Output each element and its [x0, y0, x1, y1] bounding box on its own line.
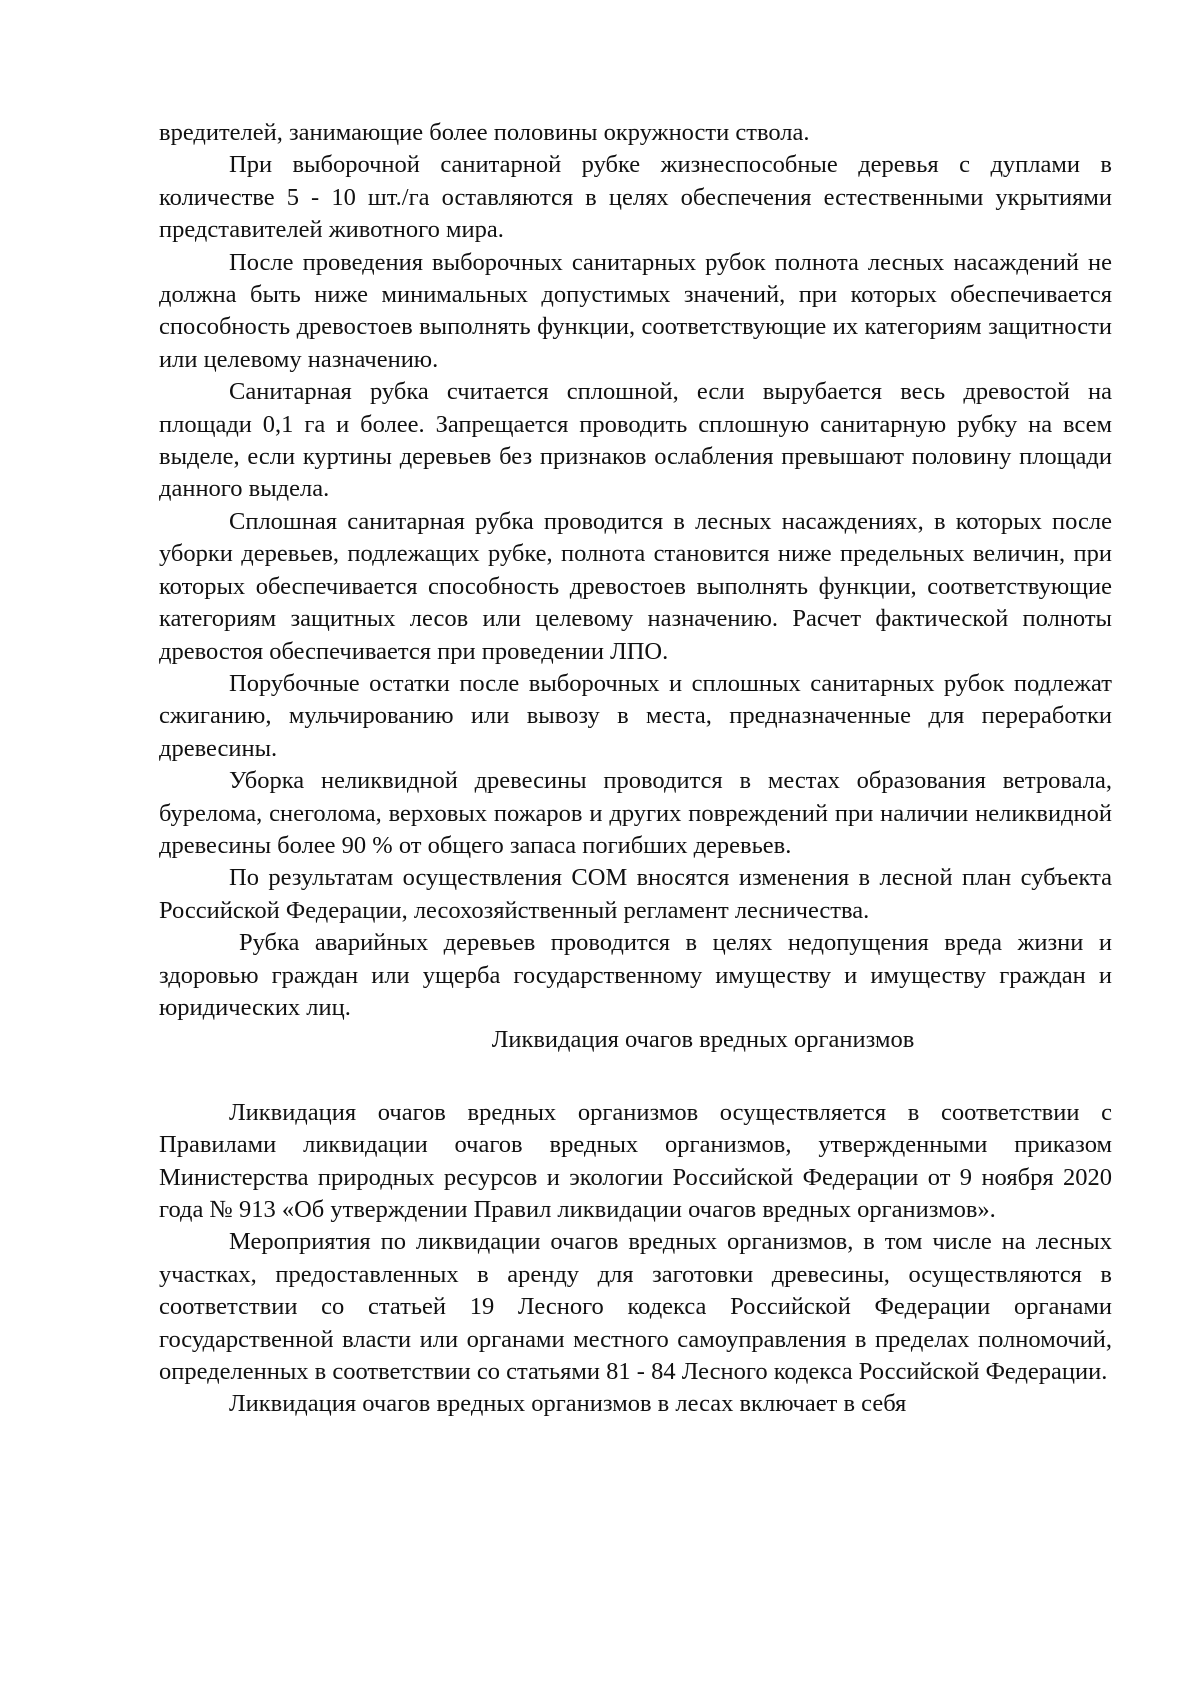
paragraph-felling-residues: Порубочные остатки после выборочных и сплошных санитарных рубок подлежат сжиганию, мульчированию или вывозу в места, предназначенные для переработки древесины.: [159, 669, 1112, 762]
blank-line: [159, 1057, 1112, 1097]
paragraph-hazard-trees: Рубка аварийных деревьев проводится в целях недопущения вреда жизни и здоровью граждан или ущерба государственному имуществу и имуществу граждан и юридических лиц.: [159, 929, 1112, 1021]
paragraph-pest-elimination-includes: Ликвидация очагов вредных организмов в лесах включает в себя: [229, 1390, 907, 1418]
paragraph-clear-felling-conditions: Сплошная санитарная рубка проводится в лесных насаждениях, в которых после уборки деревьев, подлежащих рубке, полнота становится ниже предельных величин, при которых обеспечивается способность древостоев выполнять функции, соответствующие категориям защитных лесов или целевому назначению. Расчет фактической полноты древостоя обеспечивается при проведении ЛПО.: [159, 507, 1112, 665]
paragraph-forest-plan-changes: По результатам осуществления СОМ вносятся изменения в лесной план субъекта Российской Федерации, лесохозяйственный регламент лесничества.: [159, 864, 1112, 924]
paragraph-stand-density: После проведения выборочных санитарных рубок полнота лесных насаждений не должна быть ниже минимальных допустимых значений, при которых обеспечивается способность древостоев выполнять функции, соответствующие их категориям защитности или целевому назначению.: [159, 248, 1112, 373]
paragraph-pest-elimination-rules: Ликвидация очагов вредных организмов осуществляется в соответствии с Правилами ликвидации очагов вредных организмов, утвержденными приказом Министерства природных ресурсов и экологии Российской Федерации от 9 ноября 2020 года № 913 «Об утверждении Правил ликвидации очагов вредных организмов».: [159, 1098, 1112, 1223]
paragraph-illiquid-wood: Уборка неликвидной древесины проводится в местах образования ветровала, бурелома, снеголома, верховых пожаров и других повреждений при наличии неликвидной древесины более 90 % от общего запаса погибших деревьев.: [159, 767, 1112, 859]
paragraph-clear-felling-definition: Санитарная рубка считается сплошной, если вырубается весь древостой на площади 0,1 га и более. Запрещается проводить сплошную санитарную рубку на всем выделе, если куртины деревьев без признаков ослабления превышают половину площади данного выдела.: [159, 378, 1112, 503]
paragraph-pest-elimination-measures: Мероприятия по ликвидации очагов вредных организмов, в том числе на лесных участках, предоставленных в аренду для заготовки древесины, осуществляются в соответствии со статьей 19 Лесного кодекса Российской Федерации органами государственной власти или органами местного самоуправления в пределах полномочий, определенных в соответствии со статьями 81 - 84 Лесного кодекса Российской Федерации.: [159, 1228, 1112, 1386]
paragraph-hollow-trees: При выборочной санитарной рубке жизнеспособные деревья с дуплами в количестве 5 - 10 шт./га оставляются в целях обеспечения естественными укрытиями представителей животного мира.: [159, 151, 1112, 244]
paragraph-continuation: вредителей, занимающие более половины окружности ствола.: [159, 119, 810, 146]
section-heading: Ликвидация очагов вредных организмов: [491, 1026, 915, 1054]
